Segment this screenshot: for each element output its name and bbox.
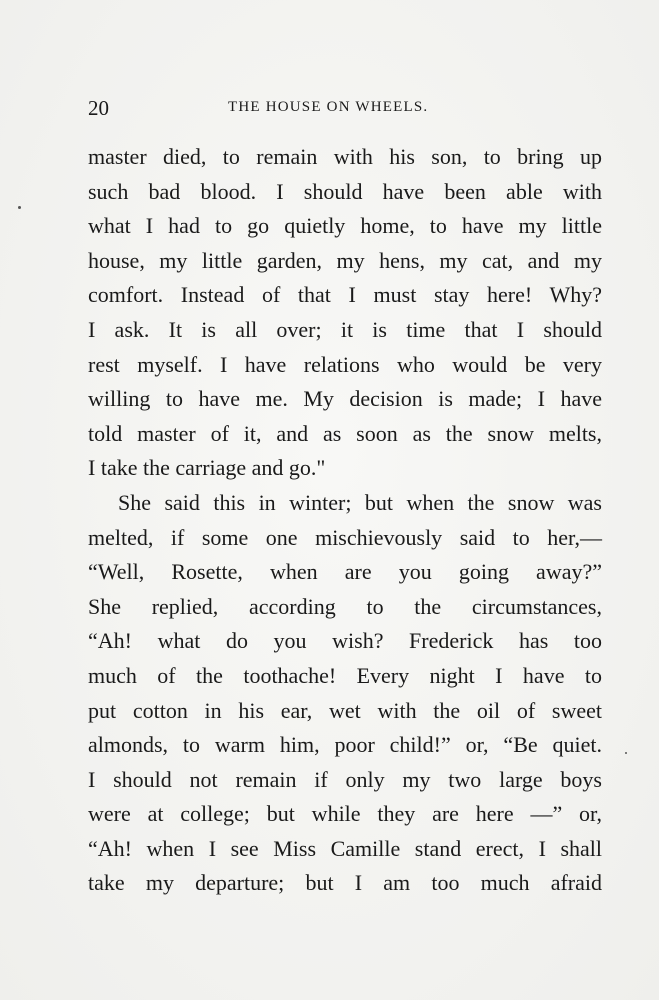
text-line: master died, to remain with his son, to bring up bbox=[88, 144, 602, 169]
text-line: take my departure; but I am too much afraid bbox=[88, 870, 602, 896]
text-line: “Well, Rosette, when are you going away?” bbox=[88, 559, 602, 585]
paper-speck bbox=[625, 752, 627, 754]
text-line: told master of it, and as soon as the snow melts, bbox=[88, 420, 602, 446]
text-line: comfort. Instead of that I must stay here! Why? bbox=[88, 282, 602, 308]
text-line: such bad blood. I should have been able with bbox=[88, 178, 602, 204]
text-line: put cotton in his ear, wet with the oil of sweet bbox=[88, 697, 602, 723]
text-line: rest myself. I have relations who would be very bbox=[88, 351, 602, 377]
text-line: She replied, according to the circumstances, bbox=[88, 593, 602, 619]
body-text bbox=[88, 140, 602, 901]
page-number: 20 bbox=[88, 96, 109, 120]
text-line: “Ah! what do you wish? Frederick has too bbox=[88, 628, 602, 654]
text-line: I should not remain if only my two large boys bbox=[88, 766, 602, 792]
text-line: much of the toothache! Every night I have to bbox=[88, 662, 602, 688]
page-header bbox=[88, 96, 604, 124]
text-line: what I had to go quietly home, to have my little bbox=[88, 213, 602, 239]
text-line: She said this in winter; but when the snow was bbox=[118, 489, 602, 515]
text-line: house, my little garden, my hens, my cat, and my bbox=[88, 247, 602, 273]
paper-speck bbox=[18, 206, 21, 209]
text-line: were at college; but while they are here —” or, bbox=[88, 801, 602, 827]
paragraph bbox=[88, 140, 602, 486]
paragraph bbox=[88, 486, 602, 901]
running-head: THE HOUSE ON WHEELS. bbox=[228, 99, 429, 115]
text-line: I ask. It is all over; it is time that I should bbox=[88, 316, 602, 342]
text-line: “Ah! when I see Miss Camille stand erect, I shall bbox=[88, 835, 602, 861]
text-line: willing to have me. My decision is made; I have bbox=[88, 386, 602, 412]
text-line: I take the carriage and go." bbox=[88, 455, 326, 481]
text-line: almonds, to warm him, poor child!” or, “Be quiet. bbox=[88, 732, 602, 758]
text-line: melted, if some one mischievously said to her,— bbox=[88, 524, 602, 550]
